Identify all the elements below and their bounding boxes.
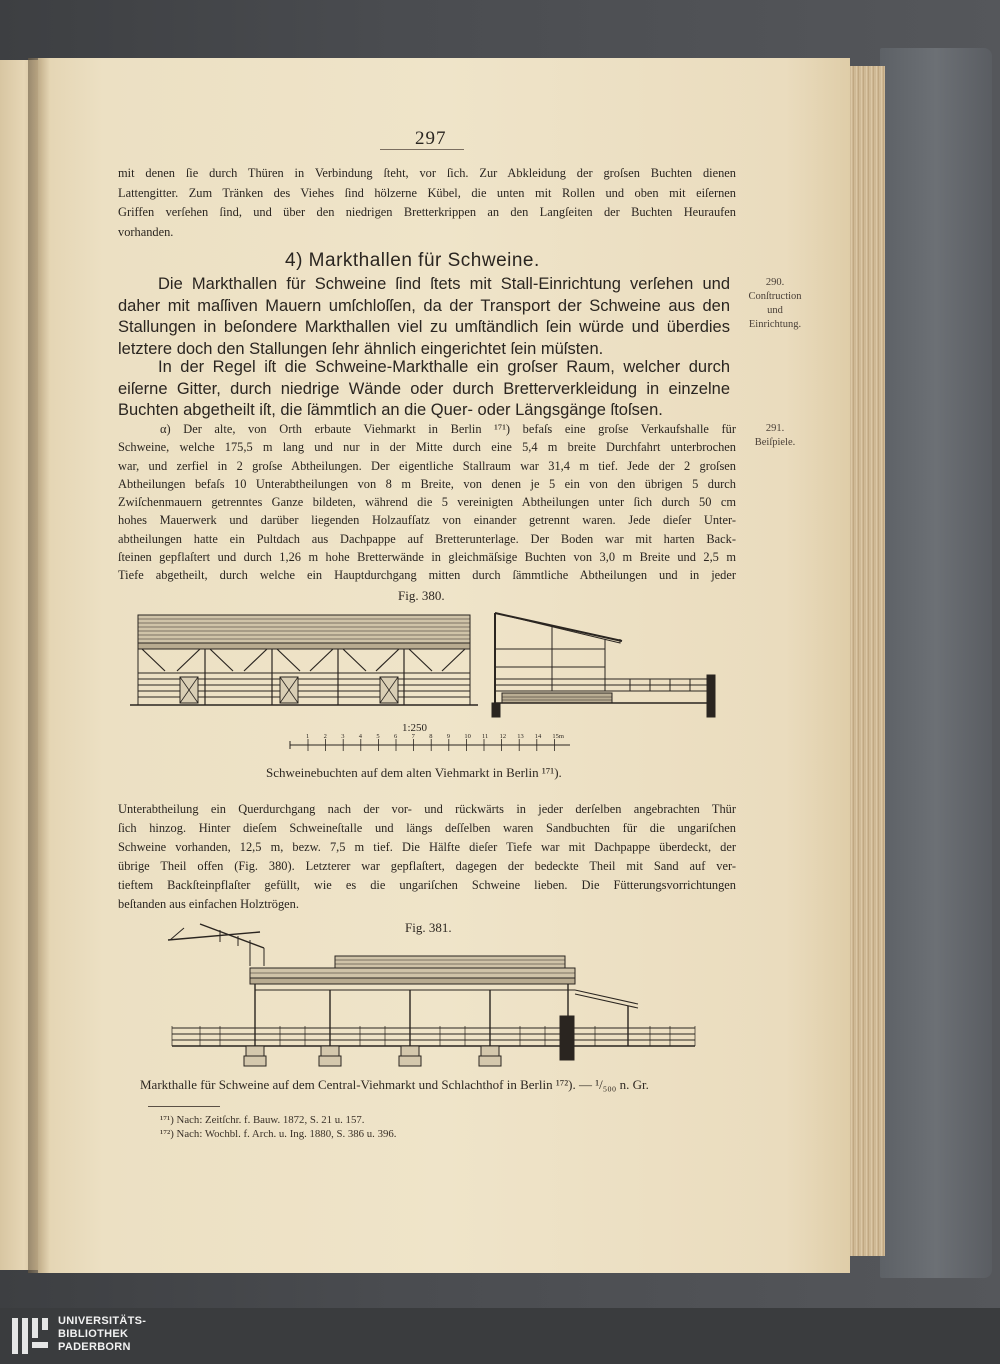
margin-note-line: Einrichtung.	[748, 319, 802, 330]
text-line: Schweine vorhanden, 12,5 m, bezw. 7,5 m tief. Die Hälfte dieſer Tiefe war mit Dachpappe überdeckt, der	[118, 840, 736, 854]
section-heading: 4) Markthallen für Schweine.	[285, 250, 540, 271]
footnote-171: ¹⁷¹) Nach: Zeitſchr. f. Bauw. 1872, S. 21 u. 157.	[160, 1114, 365, 1126]
figure-381-label: Fig. 381.	[405, 920, 452, 935]
logo-line: BIBLIOTHEK	[58, 1328, 129, 1340]
text-line: Abtheilungen befaſs 10 Unterabtheilungen von 8 m Breite, von denen je 5 ein von den übrigen 5 durch	[118, 476, 736, 491]
text-line: Unterabtheilung ein Querdurchgang nach der vor- und rückwärts in jeder derſelben angebrachten Thür	[118, 802, 736, 816]
margin-note-line: und	[767, 305, 783, 316]
library-logo-icon	[10, 1316, 50, 1356]
scale-tick-label: 1	[306, 733, 310, 740]
logo-line: UNIVERSITÄTS-	[58, 1315, 147, 1327]
scale-tick-label: 15m	[552, 733, 564, 740]
figure-381-drawing	[160, 918, 705, 1073]
margin-note-line: Conſtruction	[748, 291, 802, 302]
logo-line: PADERBORN	[58, 1341, 131, 1353]
text-line: ſich hinzog. Hinter dieſem Schweineſtalle und längs deſſelben waren Sandbuchten für die ungariſchen	[118, 821, 736, 835]
margin-note-line: Beiſpiele.	[754, 437, 796, 448]
paragraph-rule	[118, 357, 730, 422]
scale-tick-label: 6	[394, 733, 398, 740]
text-line: ſteinen gepflaſtert und durch 1,26 m hohe Bretterwände in gleichmäſsige Buchten von 3,0 m Breite und 2,5 m	[118, 550, 736, 565]
text-line: beſtanden aus einfachen Holztrögen.	[118, 897, 299, 911]
scale-tick-label: 7	[411, 733, 415, 740]
scale-tick-label: 8	[429, 733, 433, 740]
scale-tick-label: 5	[376, 733, 380, 740]
text-line: mit denen ſie durch Thüren in Verbindung ſteht, vor ſich. Zur Abkleidung der groſsen Buchten dienen	[118, 166, 736, 180]
figure-380-label: Fig. 380.	[398, 588, 445, 603]
figure-380-drawing	[130, 605, 730, 770]
page-gutter	[28, 58, 50, 1273]
text-line: Schweine, welche 175,5 m lang und nur in der Mitte durch eine 5,4 m breite Durchfahrt unterbrochen	[118, 440, 736, 455]
margin-note-290	[735, 276, 815, 332]
intro-paragraph	[118, 164, 736, 242]
text-line: Tiefe abgetheilt, durch welche ein Hauptdurchgang mitten durch ſämmtliche Abtheilungen und in jeder	[118, 568, 736, 583]
scale-tick-label: 3	[341, 733, 345, 740]
page-number: 297	[415, 128, 447, 149]
library-logo-text	[58, 1315, 146, 1354]
scale-tick-label: 14	[534, 733, 542, 740]
margin-note-number: 291.	[765, 423, 785, 434]
text-line: letztere doch den Stallungen ſehr ähnlich eingerichtet ſein müſsten.	[118, 339, 604, 358]
figure-381-caption: Markthalle für Schweine auf dem Central-Viehmarkt und Schlachthof in Berlin ¹⁷²). — ¹/₅₀₀ n. Gr.	[140, 1077, 649, 1092]
scale-tick-label: 12	[499, 733, 507, 740]
scale-tick-label: 10	[464, 733, 471, 740]
footnote-rule	[148, 1106, 220, 1107]
book-cover	[880, 48, 992, 1278]
scale-tick-label: 2	[323, 733, 327, 740]
text-line: Buchten abgetheilt iſt, die ſämmtlich an die Quer- oder Längsgänge ſtoſsen.	[118, 401, 663, 419]
text-line: In der Regel iſt die Schweine-Markthalle ein groſser Raum, welcher durch	[158, 358, 730, 376]
text-line: war, und zerfiel in 2 groſse Abtheilungen. Der eigentliche Stallraum war 31,4 m tief. Jede der 2 groſsen	[118, 458, 736, 473]
text-line: Zwiſchenmauern getrenntes Ganze bildeten, während die 5 vereinigten Abtheilungen unter ſich durch 50 cm	[118, 495, 736, 510]
page-edges	[845, 66, 885, 1256]
scale-tick-label: 9	[446, 733, 451, 740]
text-line: daher mit maſſiven Mauern umſchloſſen, da der Transport der Schweine aus den	[118, 296, 730, 315]
figure-380-caption: Schweinebuchten auf dem alten Viehmarkt in Berlin ¹⁷¹).	[266, 765, 562, 780]
scale-label: 1:250	[402, 722, 428, 734]
text-line: abtheilungen hatte ein Pultdach aus Dachpappe auf Bretterunterlage. Der Boden war mit harten Back-	[118, 531, 736, 546]
text-line: vorhanden.	[118, 224, 174, 239]
text-line: Lattengitter. Zum Tränken des Viehes ſind hölzerne Kübel, die unten mit Rollen und oben mit eiſernen	[118, 185, 736, 200]
text-line: übrige Theil offen (Fig. 380). Letzterer war gepflaſtert, dagegen der bedeckte Theil mit Sand auf ver-	[118, 859, 736, 873]
text-line: hohes Mauerwerk und darüber liegenden Holzaufſatz von einander getrennt waren. Jede dieſer Unter-	[118, 513, 736, 528]
scale-tick-label: 11	[482, 733, 489, 740]
text-line: eiſerne Gitter, durch niedrige Wände oder durch Bretterverkleidung in einzelne	[118, 379, 730, 398]
text-line: Die Markthallen für Schweine ſind ſtets mit Stall-Einrichtung verſehen und	[158, 275, 730, 293]
scale-tick-label: 4	[358, 733, 363, 740]
paragraph-continuation	[118, 800, 736, 914]
footnote-172: ¹⁷²) Nach: Wochbl. f. Arch. u. Ing. 1880, S. 386 u. 396.	[160, 1128, 397, 1140]
margin-note-291	[735, 422, 815, 450]
margin-note-number: 290.	[765, 277, 785, 288]
text-line: α) Der alte, von Orth erbaute Viehmarkt in Berlin ¹⁷¹) befaſs eine groſse Verkaufshalle für	[160, 422, 736, 436]
scale-tick-label: 13	[517, 733, 524, 740]
text-line: Stallungen in beſondere Markthallen viel zu umſtändlich ſein würde und überdies	[118, 318, 730, 336]
paragraph-examples	[118, 420, 736, 585]
text-line: Griffen verſehen ſind, und über den niedrigen Bretterkrippen an den Langſeiten der Buchten Heuraufen	[118, 205, 736, 220]
page-number-rule	[380, 149, 464, 150]
text-line: tieftem Backſteinpflaſter gefüllt, wie es die ungariſchen Schweine lieben. Die Fütterungsvorrichtungen	[118, 878, 736, 892]
paragraph-construction	[118, 274, 730, 360]
